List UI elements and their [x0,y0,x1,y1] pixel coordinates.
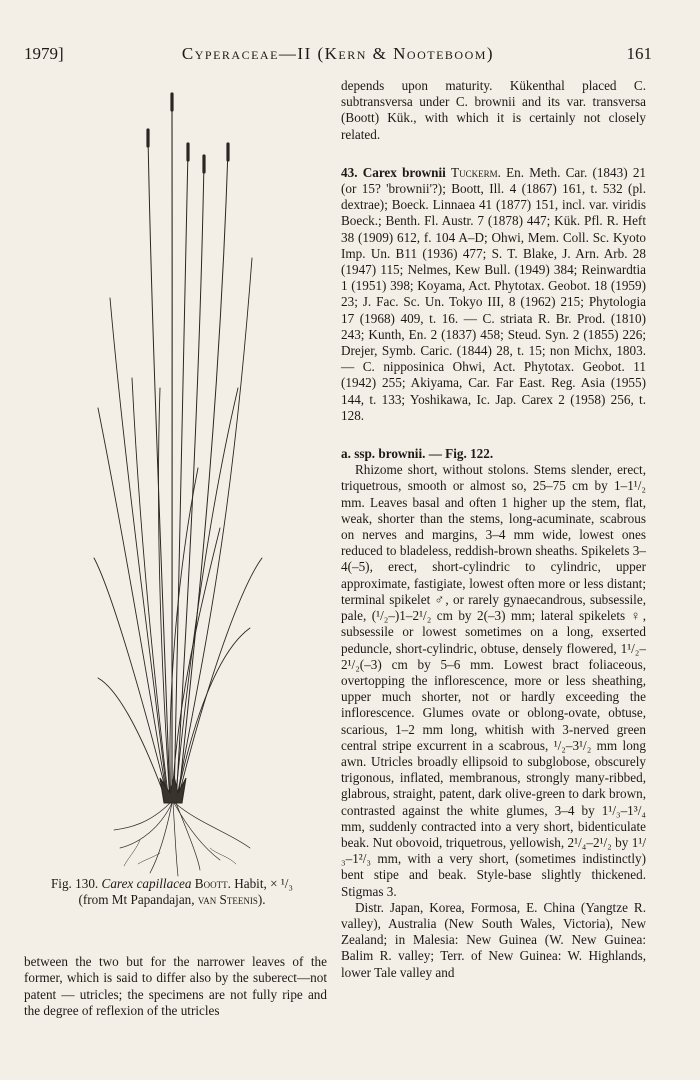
caption-author: Boott [194,876,228,891]
species-entry [341,165,646,424]
left-column-text [24,941,327,1032]
page-number: 161 [626,44,652,63]
caption-rest: . Habit, × ¹/₃ [227,876,294,891]
header-year: 1979] [24,44,64,63]
caption-prefix: Fig. 130. [50,876,99,891]
caption-line2: (from Mt Papandajan, [78,892,195,907]
distribution-paragraph: Distr. Japan, Korea, Formosa, E. China (Yangtze R. valley), Australia (New South Wales, Victoria), New Zealand; in Malesia: New Guinea (W. New Guinea: Balim R. valley; Terr. of New Guinea: W. Highlands, lower Tale valley and [341,899,646,980]
caption-species: Carex capillacea [101,876,192,891]
left-paragraph: between the two but for the narrower leaves of the former, which is said to differ also by the suberect—not patent — utricles; the specimens are not fully ripe and the degree of reflexion of the utricles [24,954,327,1018]
header-title: Cyperaceae—II (Kern & Nooteboom) [181,44,495,63]
stem [174,150,188,803]
caption-end: ). [257,892,266,907]
entry-name: Carex brownii [362,164,446,180]
stem [176,162,204,803]
entry-author: Tuckerm. [451,164,501,180]
entry-references: En. Meth. Car. (1843) 21 (or 15? 'brownii'?); Boott, Ill. 4 (1867) 161, t. 532 (pl. dextrae); Boeck. Linnaea 41 (1877) 151, incl. var. viridis Boeck.; Benth. Fl. Austr. 7 (1878) 447; Kük. Pfl. R. Heft 38 (1909) 612, f. 104 A–D; Ohwi, Mem. Coll. Sc. Kyoto Imp. Un. B11 (1936) 477; S. T. Blake, J. Arn. Arb. 28 (1947) 115; Nelmes, Kew Bull. (1949) 384; Reinwardtia 1 (1951) 398; Koyama, Act. Phytotax. Geobot. 18 (1959) 23; J. Fac. Sc. Un. Tokyo III, 8 (1962) 215; Phytologia 17 (1968) 409, t. 16. — C. striata R. Br. Prod. (1810) 243; Kunth, En. 2 (1837) 458; Steud. Syn. 2 (1855) 226; Drejer, Symb. Caric. (1844) 28, t. 15; non Michx, 1803. — C. nipposinica Ohwi, Act. Phytotax. Geobot. 11 (1942) 255; Akiyama, Car. Far East. Reg. Asia (1955) 144, t. 133; Yoshikawa, Ic. Jap. Carex 2 (1958) 256, t. 128. [341,164,647,423]
description-paragraph: Rhizome short, without stolons. Stems slender, erect, triquetrous, smooth or almost so, 25–75 cm by 1–1¹/₂ mm. Leaves basal and often 1 higher up the stem, flat, weak, shorter than the stems, long-acuminate, scabrous on nerves and margins, 3–4 mm wide, lowest ones reduced to bladeless, reddish-brown sheaths. Spikelets 3–4(–5), erect, short-cylindric to cylindric, upper approximate, fastigiate, lowest often more or less distant; terminal spikelet ♂, or rarely gynaecandrous, subsessile, pale, (¹/₂–)1–2¹/₂ cm by 2(–3) mm; lateral spikelets ♀, subsessile or lowest sometimes on a long, exserted peduncle, short-cylindric, obtuse, densely flowered, 1¹/₂–2¹/₂(–3) cm by 5–6 mm. Lowest bract foliaceous, overtopping the inflorescence, more or less sheathing, upper much shorter, not or hardly exceeding the inflorescence. Glumes ovate or oblong-ovate, obtuse, scarious, 1–2 mm long, whitish with 3-nerved green central stripe excurrent in a scabrous, ¹/₂–3¹/₂ mm long awn. Utricles broadly ellipsoid to subglobose, obscurely trigonous, inflated, membranous, strongly many-ribbed, glabrous, straight, patent, dark olive-green to dark brown, contrasted against the white glumes, 3–4 by 1¹/₃–1³/₄ mm, suddenly contracted into a very short, bidenticulate beak. Nut obovoid, triquetrous, yellowish, 2¹/₄–2¹/₂ by 1¹/₃–1²/₃ mm, with a very short, (sometimes indistinctly) bent stipe and beak. Style-base slightly thickened. Stigmas 3. [341,462,646,899]
figure-caption [24,876,320,908]
carex-habit-illustration [80,88,270,878]
caption-collector: van Steenis [197,892,258,907]
running-header [24,44,652,68]
subspecies-heading: a. ssp. brownii. — Fig. 122. [341,446,494,462]
entry-number: 43. [341,164,358,180]
right-column [341,78,646,981]
intro-paragraph: depends upon maturity. Kükenthal placed C. subtransversa under C. brownii and its var. transversa (Boott) Kük., with which it is certainly not closely related. [341,78,646,142]
